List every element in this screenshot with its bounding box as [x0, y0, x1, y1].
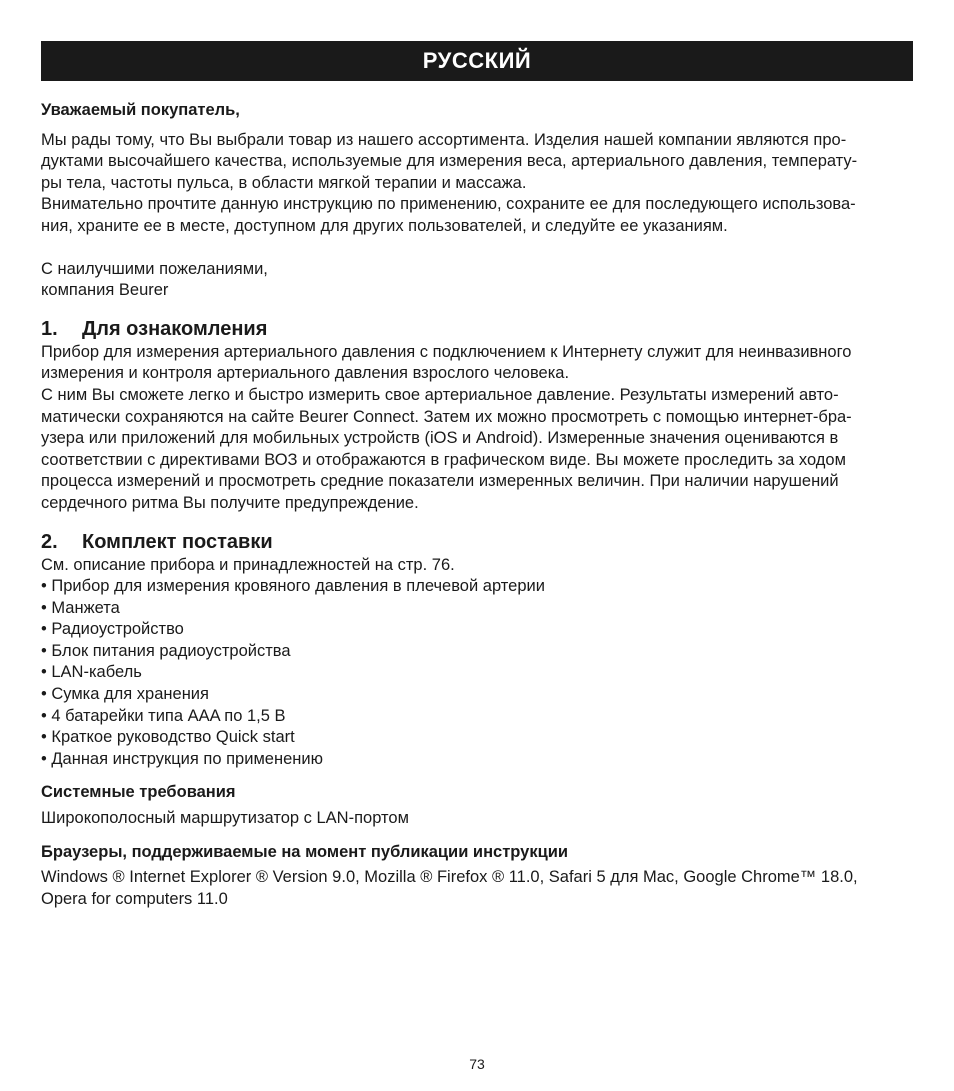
section-1-line: соответствии с директивами ВОЗ и отображаются в графическом виде. Вы можете проследить за ходом — [41, 450, 846, 469]
greeting-line: Внимательно прочтите данную инструкцию по применению, сохраните ее для последующего использова- — [41, 195, 856, 214]
section-1-number: 1. — [41, 317, 58, 340]
list-item: • 4 батарейки типа AAA по 1,5 В — [41, 706, 286, 725]
greeting-line: дуктами высочайшего качества, используемые для измерения веса, артериального давления, температу- — [41, 152, 858, 171]
system-requirements-heading: Системные требования — [41, 783, 236, 802]
greeting-line: ния, храните ее в месте, доступном для других пользователей, и следуйте ее указаниям. — [41, 216, 728, 235]
list-item: • Блок питания радиоустройства — [41, 641, 291, 660]
section-2-intro: См. описание прибора и принадлежностей на стр. 76. — [41, 555, 455, 574]
page-content — [41, 100, 913, 910]
greeting-heading: Уважаемый покупатель, — [41, 101, 240, 119]
list-item: • Сумка для хранения — [41, 685, 209, 704]
section-1-line: процесса измерений и просмотреть средние показатели измеренных величин. При наличии нарушений — [41, 472, 839, 491]
section-1-line: сердечного ритма Вы получите предупреждение. — [41, 493, 419, 512]
closing-line: С наилучшими пожеланиями, — [41, 259, 268, 278]
section-1-line: матически сохраняются на сайте Beurer Connect. Затем их можно просмотреть с помощью интернет-бра- — [41, 407, 852, 426]
section-1-line: узера или приложений для мобильных устройств (iOS и Android). Измеренные значения оцениваются в — [41, 429, 839, 448]
browsers-line: Opera for computers 11.0 — [41, 889, 228, 908]
greeting-line: Мы рады тому, что Вы выбрали товар из нашего ассортимента. Изделия нашей компании являются про- — [41, 130, 847, 149]
greeting-line: ры тела, частоты пульса, в области мягкой терапии и массажа. — [41, 173, 527, 192]
list-item: • Радиоустройство — [41, 620, 184, 639]
section-1-title: Для ознакомления — [82, 317, 268, 340]
list-item: • Данная инструкция по применению — [41, 749, 323, 768]
browsers-heading: Браузеры, поддерживаемые на момент публикации инструкции — [41, 842, 569, 861]
browsers-line: Windows ® Internet Explorer ® Version 9.0, Mozilla ® Firefox ® 11.0, Safari 5 для Mac, Google Chrome™ 18.0, — [41, 868, 858, 887]
section-1-line: С ним Вы сможете легко и быстро измерить свое артериальное давление. Результаты измерений авто- — [41, 385, 839, 404]
list-item: • LAN-кабель — [41, 663, 142, 682]
section-1-line: Прибор для измерения артериального давления с подключением к Интернету служит для неинвазивного — [41, 342, 852, 361]
section-2-heading — [41, 529, 913, 555]
language-banner — [41, 41, 913, 81]
language-title: РУССКИЙ — [422, 48, 532, 73]
section-2-title: Комплект поставки — [82, 530, 273, 553]
section-1-line: измерения и контроля артериального давления взрослого человека. — [41, 364, 570, 383]
closing-line: компания Beurer — [41, 281, 169, 300]
list-item: • Манжета — [41, 598, 120, 617]
section-1-heading — [41, 316, 913, 342]
page-number: 73 — [469, 1056, 485, 1072]
list-item: • Краткое руководство Quick start — [41, 728, 295, 747]
system-requirements-text: Широкополосный маршрутизатор с LAN-портом — [41, 809, 409, 828]
list-item: • Прибор для измерения кровяного давления в плечевой артерии — [41, 577, 545, 596]
section-2-number: 2. — [41, 530, 58, 553]
